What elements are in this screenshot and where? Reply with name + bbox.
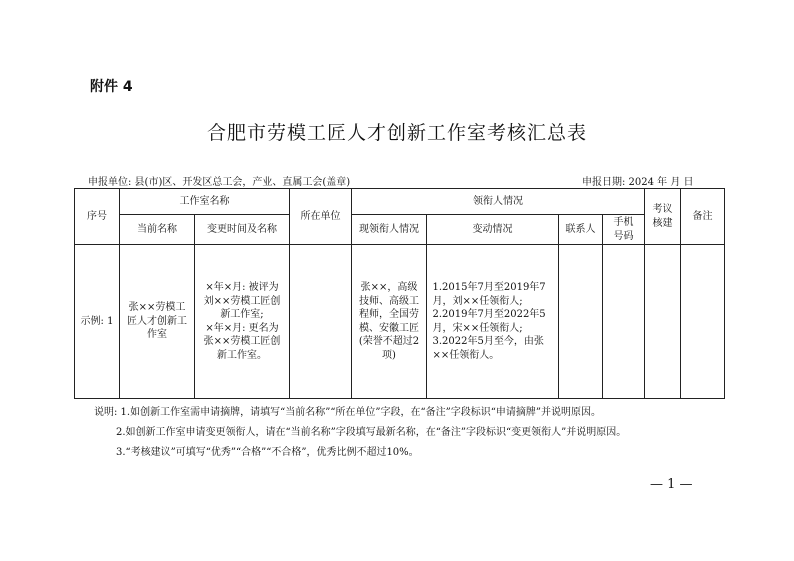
table-row <box>75 245 725 399</box>
reporting-date: 申报日期: 2024 年 月 日 <box>582 177 694 188</box>
cell-remark <box>681 245 725 399</box>
attachment-label: 附件 4 <box>90 79 133 95</box>
header-seq: 序号 <box>75 189 120 245</box>
cell-current-name: 张××劳模工匠人才创新工作室 <box>120 245 195 399</box>
note-item: 说明: 1.如创新工作室需申请摘牌，请填写“当前名称”“所在单位”字段，在“备注”字段标识“申请摘牌”并说明原因。 <box>94 407 601 418</box>
cell-change-info: 1.2015年7月至2019年7月，刘××任领衔人; 2.2019年7月至2022年5月，宋××任领衔人; 3.2022年5月至今，由张××任领衔人。 <box>427 245 559 399</box>
header-phone: 手机号码 <box>603 215 645 245</box>
cell-change-time: ×年×月: 被评为刘××劳模工匠创新工作室; ×年×月: 更名为张××劳模工匠创新工作室。 <box>195 245 290 399</box>
header-change-info: 变动情况 <box>427 215 559 245</box>
cell-assess <box>645 245 681 399</box>
page-number: — 1 — <box>650 477 693 492</box>
note-item: 3.“考核建议”可填写“优秀”“合格”“不合格”，优秀比例不超过10%。 <box>116 447 419 458</box>
header-contact: 联系人 <box>559 215 603 245</box>
cell-phone <box>603 245 645 399</box>
header-remark: 备注 <box>681 189 725 245</box>
note-item: 2.如创新工作室申请变更领衔人，请在“当前名称”字段填写最新名称，在“备注”字段标识“变更领衔人”并说明原因。 <box>116 427 627 438</box>
header-unit: 所在单位 <box>290 189 352 245</box>
document-title: 合肥市劳模工匠人才创新工作室考核汇总表 <box>206 122 587 144</box>
header-assess: 考议核建 <box>645 189 681 245</box>
cell-unit <box>290 245 352 399</box>
header-change-time: 变更时间及名称 <box>195 215 290 245</box>
reporting-unit: 申报单位: 县(市)区、开发区总工会，产业、直属工会(盖章) <box>88 177 351 188</box>
header-studio-name: 工作室名称 <box>120 189 290 215</box>
cell-current-leader: 张××，高级技师、高级工程师，全国劳模、安徽工匠(荣誉不超过2项) <box>352 245 427 399</box>
summary-table <box>74 188 725 399</box>
header-current-name: 当前名称 <box>120 215 195 245</box>
header-current-leader: 现领衔人情况 <box>352 215 427 245</box>
header-leader-info: 领衔人情况 <box>352 189 645 215</box>
cell-contact <box>559 245 603 399</box>
cell-seq: 示例: 1 <box>75 245 120 399</box>
notes <box>94 403 626 463</box>
